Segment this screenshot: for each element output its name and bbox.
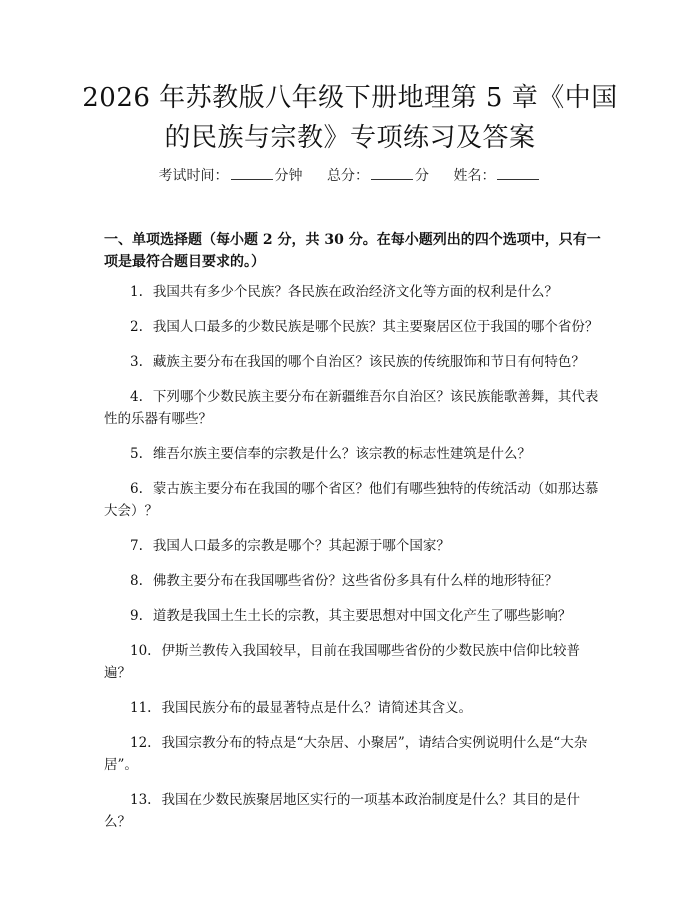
question-item	[104, 570, 604, 592]
total-score-label: 总分：	[327, 168, 369, 184]
question-text: 维吾尔族主要信奉的宗教是什么？该宗教的标志性建筑是什么？	[152, 446, 531, 462]
question-number: 1.	[130, 284, 143, 300]
question-number: 2.	[130, 319, 143, 335]
question-text: 我国共有多少个民族？各民族在政治经济文化等方面的权利是什么？	[152, 284, 558, 300]
exam-time-unit: 分钟	[274, 168, 303, 184]
question-text: 我国人口最多的少数民族是哪个民族？其主要聚居区位于我国的哪个省份？	[152, 319, 599, 335]
exam-time-blank	[231, 167, 273, 180]
question-list	[104, 281, 604, 846]
student-name-field	[453, 168, 541, 184]
question-text: 藏族主要分布在我国的哪个自治区？该民族的传统服饰和节日有何特色？	[152, 354, 585, 370]
question-item	[104, 386, 604, 430]
question-text: 我国民族分布的最显著特点是什么？请简述其含义。	[161, 700, 472, 716]
question-number: 11.	[130, 700, 152, 716]
question-text: 我国人口最多的宗教是哪个？其起源于哪个国家？	[152, 538, 450, 554]
section-heading: 一、单项选择题（每小题 2 分，共 30 分。在每小题列出的四个选项中，只有一项是最符合题目要求的。）	[104, 232, 601, 270]
question-text: 下列哪个少数民族主要分布在新疆维吾尔自治区？该民族能歌善舞，其代表性的乐器有哪些？	[104, 389, 599, 427]
total-score-blank	[371, 167, 413, 180]
question-item	[104, 316, 604, 338]
exam-info-line	[0, 166, 700, 186]
question-item	[104, 732, 604, 776]
question-number: 9.	[130, 608, 143, 624]
exam-time-label: 考试时间：	[158, 168, 229, 184]
question-number: 13.	[130, 792, 152, 808]
question-text: 佛教主要分布在我国哪些省份？这些省份多具有什么样的地形特征？	[152, 573, 558, 589]
question-item	[104, 478, 604, 522]
document-title	[70, 78, 630, 158]
question-item	[104, 789, 604, 833]
title-line-1: 2026 年苏教版八年级下册地理第 5 章《中国	[82, 83, 618, 113]
question-number: 4.	[130, 389, 143, 405]
total-score-unit: 分	[415, 168, 429, 184]
question-item	[104, 535, 604, 557]
question-number: 12.	[130, 735, 152, 751]
question-text: 我国宗教分布的特点是“大杂居、小聚居”，请结合实例说明什么是“大杂居”。	[104, 735, 588, 773]
question-number: 8.	[130, 573, 143, 589]
question-item	[104, 697, 604, 719]
student-name-blank	[497, 167, 539, 180]
question-number: 3.	[130, 354, 143, 370]
question-item	[104, 281, 604, 303]
question-text: 伊斯兰教传入我国较早，目前在我国哪些省份的少数民族中信仰比较普遍？	[104, 643, 580, 681]
question-text: 蒙古族主要分布在我国的哪个省区？他们有哪些独特的传统活动（如那达慕大会）？	[104, 481, 599, 519]
question-number: 7.	[130, 538, 143, 554]
question-item	[104, 443, 604, 465]
question-item	[104, 605, 604, 627]
question-number: 10.	[130, 643, 152, 659]
question-number: 5.	[130, 446, 143, 462]
question-item	[104, 351, 604, 373]
question-text: 我国在少数民族聚居地区实行的一项基本政治制度是什么？其目的是什么？	[104, 792, 580, 830]
exam-time-field	[159, 168, 307, 184]
title-line-2: 的民族与宗教》专项练习及答案	[164, 123, 536, 153]
question-item	[104, 640, 604, 684]
question-text: 道教是我国土生土长的宗教，其主要思想对中国文化产生了哪些影响？	[152, 608, 572, 624]
question-number: 6.	[130, 481, 143, 497]
total-score-field	[327, 168, 433, 184]
student-name-label: 姓名：	[453, 168, 496, 184]
